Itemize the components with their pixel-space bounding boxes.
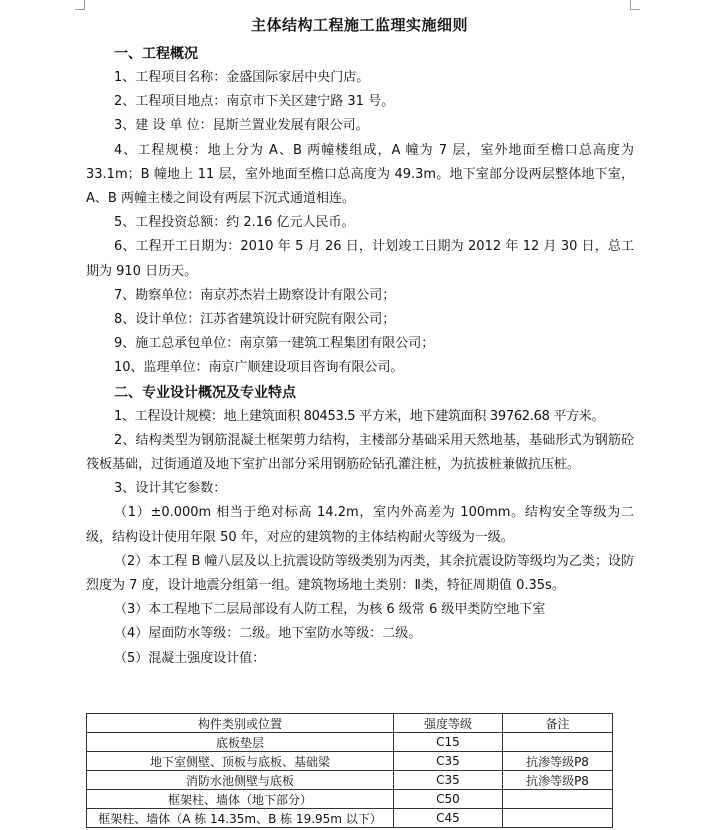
table-cell: C45 xyxy=(394,809,503,828)
table-header-cell: 强度等级 xyxy=(394,714,503,733)
table-cell xyxy=(503,809,613,828)
paragraph: 6、工程开工日期为：2010 年 5 月 26 日，计划竣工日期为 2012 年 12 月 30 日，总工期为 910 日历天。 xyxy=(86,239,634,279)
paragraph: 1、工程设计规模：地上建筑面积 80453.5 平方米，地下建筑面积 39762.68 平方米。 xyxy=(114,408,605,424)
document-body xyxy=(86,42,634,671)
paragraph: 9、施工总承包单位：南京第一建筑工程集团有限公司； xyxy=(114,336,435,352)
table-row xyxy=(87,771,613,790)
table-cell: C15 xyxy=(394,733,503,752)
table-row xyxy=(87,752,613,771)
paragraph: 7、勘察单位：南京苏杰岩土勘察设计有限公司； xyxy=(114,287,396,303)
table-cell: 地下室侧壁、顶板与底板、基础梁 xyxy=(87,752,394,771)
paragraph: （5）混凝土强度设计值： xyxy=(114,650,266,666)
table-cell: 抗渗等级P8 xyxy=(503,752,613,771)
paragraph: （4）屋面防水等级：二级。地下室防水等级：二级。 xyxy=(114,626,422,642)
concrete-strength-table xyxy=(86,713,613,828)
table-row xyxy=(87,733,613,752)
paragraph: 4、工程规模：地上分为 A、B 两幢楼组成，A 幢为 7 层，室外地面至檐口总高度为 33.1m；B 幢地上 11 层，室外地面至檐口总高度为 49.3m。地下室部分设两层整体地下室，A、B 两幢主楼之间设有两层下沉式通道相连。 xyxy=(86,142,634,207)
paragraph: 2、结构类型为钢筋混凝土框架剪力结构，主楼部分基础采用天然地基，基础形式为钢筋砼筏板基础，过街通道及地下室扩出部分采用钢筋砼钻孔灌注桩，为抗拔桩兼做抗压桩。 xyxy=(86,432,634,473)
document-title: 主体结构工程施工监理实施细则 xyxy=(250,16,468,34)
table-cell xyxy=(503,790,613,809)
paragraph: 1、工程项目名称：金盛国际家居中央门店。 xyxy=(114,70,370,85)
paragraph: 8、设计单位：江苏省建筑设计研究院有限公司； xyxy=(114,312,396,328)
margin-corner-mark xyxy=(75,0,85,10)
table-cell: 底板垫层 xyxy=(87,733,394,752)
paragraph: （2）本工程 B 幢八层及以上抗震设防等级类别为丙类，其余抗震设防等级均为乙类；设防烈度为 7 度，设计地震分组第一组。建筑物场地土类别：Ⅱ类，特征周期值 0.35s。 xyxy=(86,553,634,594)
paragraph: 5、工程投资总额：约 2.16 亿元人民币。 xyxy=(114,215,355,231)
table-cell: 框架柱、墙体（地下部分） xyxy=(87,790,394,809)
paragraph: 3、建 设 单 位：昆斯兰置业发展有限公司。 xyxy=(114,118,369,134)
paragraph: 2、工程项目地点：南京市下关区建宁路 31 号。 xyxy=(114,94,395,110)
paragraph: （1）±0.000m 相当于绝对标高 14.2m，室内外高差为 100mm。结构安全等级为二级，结构设计使用年限 50 年，对应的建筑物的主体结构耐火等级为一级。 xyxy=(86,505,634,545)
paragraph: 10、监理单位：南京广顺建设项目咨询有限公司。 xyxy=(114,360,404,376)
table-header-cell: 构件类别或位置 xyxy=(87,714,394,733)
margin-corner-mark xyxy=(630,0,640,10)
table-row xyxy=(87,809,613,828)
table-cell: C35 xyxy=(394,771,503,790)
section-heading: 一、工程概况 xyxy=(114,46,198,62)
table-cell: C35 xyxy=(394,752,503,771)
table-cell xyxy=(503,733,613,752)
table-row xyxy=(87,790,613,809)
table-header-row xyxy=(87,714,613,733)
table-cell: 消防水池侧壁与底板 xyxy=(87,771,394,790)
table-cell: 框架柱、墙体（A 栋 14.35m、B 栋 19.95m 以下） xyxy=(87,809,394,828)
table-cell: 抗渗等级P8 xyxy=(503,771,613,790)
table-cell: C50 xyxy=(394,790,503,809)
paragraph: 3、设计其它参数： xyxy=(114,481,227,497)
paragraph: （3）本工程地下二层局部设有人防工程，为核 6 级常 6 级甲类防空地下室 xyxy=(114,602,546,618)
table-header-cell: 备注 xyxy=(503,714,613,733)
section-heading: 二、专业设计概况及专业特点 xyxy=(114,384,296,401)
